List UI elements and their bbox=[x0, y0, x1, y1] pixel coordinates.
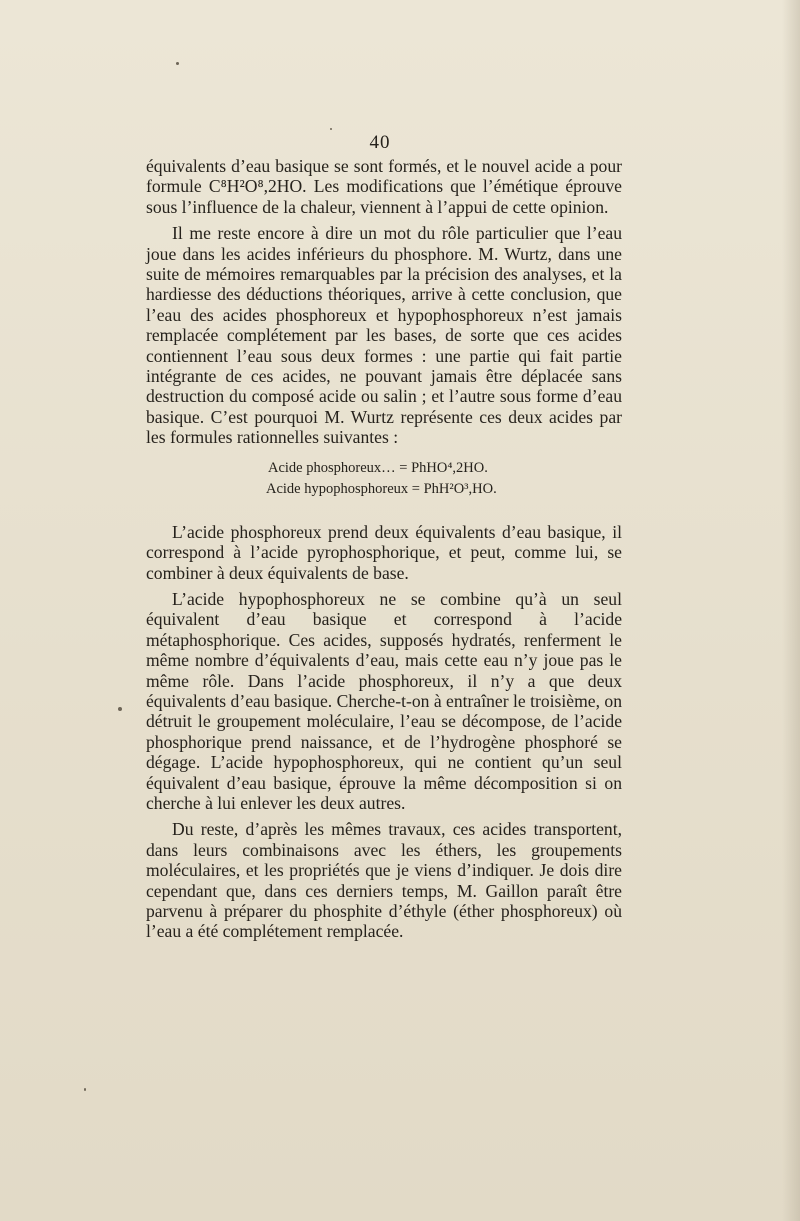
paper-speck bbox=[330, 128, 332, 130]
paragraph-1: équivalents d’eau basique se sont formés, et le nouvel acide a pour formule C⁸H²O⁸,2HO. Les modifications que l’émétique éprouve sous l’influence de la chaleur, viennent à l’appui de cette opinion. bbox=[146, 156, 622, 217]
page-number: 40 bbox=[369, 132, 391, 153]
paper-speck bbox=[84, 1088, 86, 1091]
formula-block bbox=[146, 458, 622, 500]
paragraph-2: Il me reste encore à dire un mot du rôle particulier que l’eau joue dans les acides inférieurs du phosphore. M. Wurtz, dans une suite de mémoires remarquables par la précision des analyses, et la hardiesse des déductions théoriques, arrive à cette conclusion, que l’eau des acides phosphoreux et hypophosphoreux n’est jamais remplacée complétement par les bases, de sorte que ces acides contiennent l’eau sous deux formes : une partie qui fait partie intégrante de ces acides, ne pouvant jamais être déplacée sans destruction du composé acide ou salin ; et l’autre sous forme d’eau basique. C’est pourquoi M. Wurtz représente ces deux acides par les formules rationnelles suivantes : bbox=[146, 223, 622, 448]
page-body bbox=[146, 156, 622, 948]
paragraph-4: L’acide hypophosphoreux ne se combine qu’à un seul équivalent d’eau basique et correspond à l’acide métaphosphorique. Ces acides, supposés hydratés, renferment le même nombre d’équivalents d’eau, mais cette eau n’y joue pas le même rôle. Dans l’acide phosphoreux, il n’y a que deux équivalents d’eau basique. Cherche-t-on à entraîner le troisième, on détruit le groupement moléculaire, l’eau se décompose, de l’acide phosphorique prend naissance, et de l’hydrogène phosphoré se dégage. L’acide hypophosphoreux, qui ne contient qu’un seul équivalent d’eau basique, éprouve la même décomposition si on cherche à lui enlever les deux autres. bbox=[146, 588, 622, 813]
paragraph-3: L’acide phosphoreux prend deux équivalents d’eau basique, il correspond à l’acide pyrophosphorique, et peut, comme lui, se combiner à deux équivalents de base. bbox=[146, 521, 622, 583]
paragraph-5: Du reste, d’après les mêmes travaux, ces acides transportent, dans leurs combinaisons avec les éthers, les groupements moléculaires, et les propriétés que je viens d’indiquer. Je dois dire cependant que, dans ces derniers temps, M. Gaillon paraît être parvenu à préparer du phosphite d’éthyle (éther phosphoreux) où l’eau a été complétement remplacée. bbox=[146, 819, 622, 942]
page-edge-shadow bbox=[782, 0, 800, 1221]
paper-speck bbox=[176, 62, 179, 65]
formula-hypophosphorous-acid: Acide hypophosphoreux = PhH²O³,HO. bbox=[266, 480, 497, 497]
paper-speck bbox=[118, 707, 122, 711]
formula-phosphorous-acid: Acide phosphoreux… = PhHO⁴,2HO. bbox=[268, 459, 488, 476]
